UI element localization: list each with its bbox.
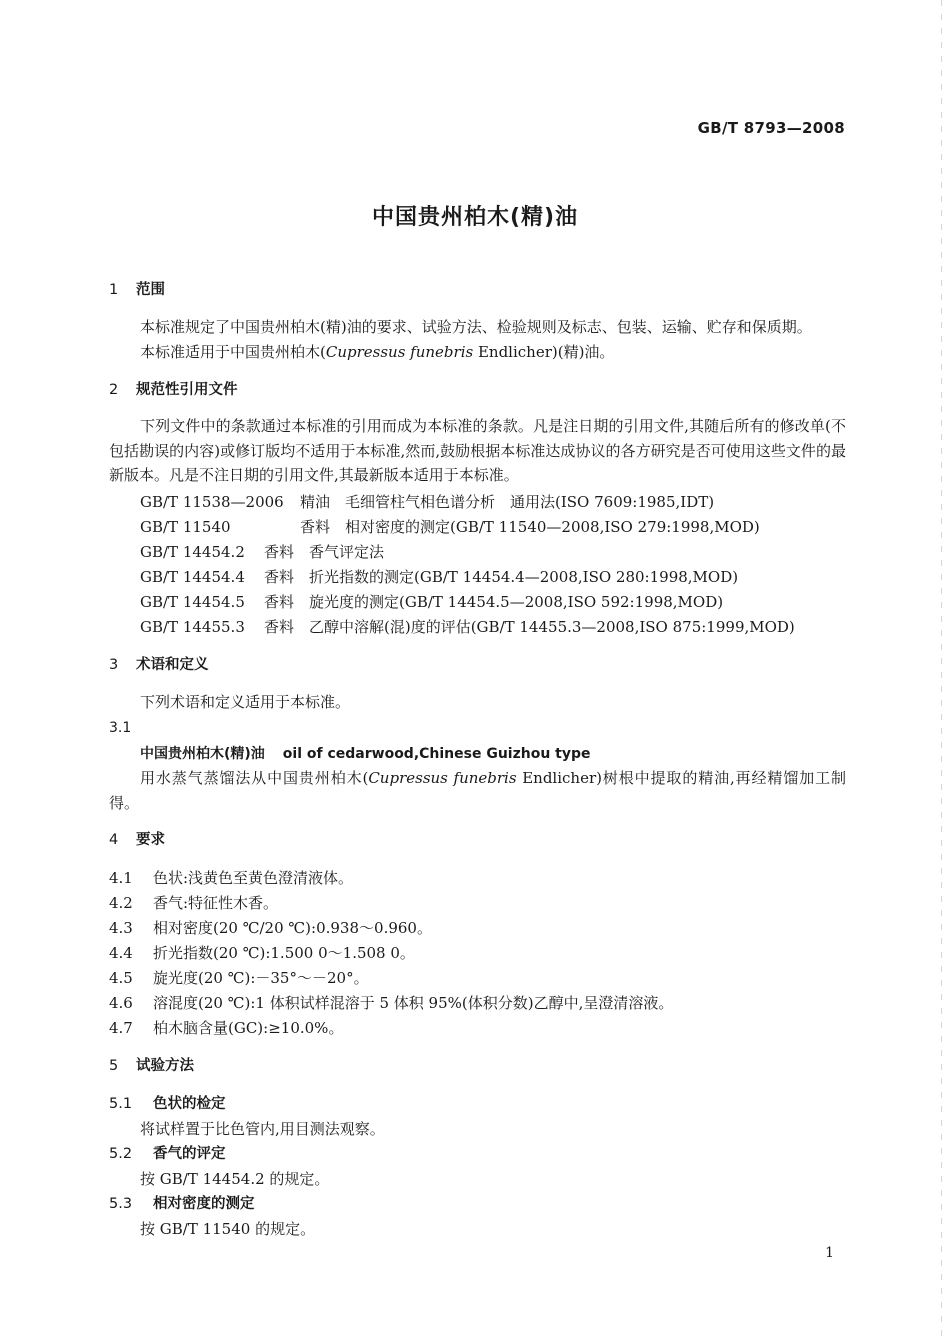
section-title: 试验方法 (136, 1058, 194, 1074)
subsection-number: 5.2 (109, 1146, 133, 1162)
reference-text: 香料 相对密度的测定(GB/T 11540—2008,ISO 279:1998,MOD) (300, 518, 760, 536)
subsection-text: 按 GB/T 11540 的规定。 (140, 1220, 316, 1238)
section-1-paragraph-2 (140, 342, 614, 362)
section-title: 规范性引用文件 (136, 382, 238, 398)
standard-code: GB/T 8793—2008 (697, 119, 845, 137)
text-run: Endlicher)树根中提取的精油,再经精馏加工制得。 (109, 769, 846, 812)
section-1-paragraph-1: 本标准规定了中国贵州柏木(精)油的要求、试验方法、检验规则及标志、包装、运输、贮存和保质期。 (140, 318, 812, 336)
section-title: 术语和定义 (136, 657, 209, 673)
term-chinese: 中国贵州柏木(精)油 (140, 746, 265, 762)
reference-code: GB/T 14455.3 (140, 618, 245, 636)
reference-item (140, 592, 723, 612)
reference-item (140, 492, 714, 512)
item-number: 4.7 (109, 1019, 133, 1037)
reference-code: GB/T 14454.2 (140, 543, 245, 561)
item-text: 相对密度(20 ℃/20 ℃):0.938～0.960。 (153, 919, 432, 937)
item-text: 旋光度(20 ℃):－35°～－20°。 (153, 969, 369, 987)
text-run: 用水蒸气蒸馏法从中国贵州柏木( (140, 769, 369, 787)
subsection-title: 色状的检定 (153, 1096, 226, 1112)
requirement-item (109, 993, 673, 1013)
section-5-heading (109, 1056, 194, 1076)
term-definition (109, 766, 846, 815)
text-run: 本标准适用于中国贵州柏木( (140, 343, 326, 361)
reference-code: GB/T 11540 (140, 518, 231, 536)
item-text: 折光指数(20 ℃):1.500 0～1.508 0。 (153, 944, 415, 962)
item-text: 香气:特征性木香。 (153, 894, 279, 912)
subsection-heading (109, 1194, 255, 1214)
section-3-paragraph: 下列术语和定义适用于本标准。 (140, 693, 351, 711)
reference-item (140, 517, 760, 537)
subsection-number: 3.1 (109, 720, 132, 736)
reference-text: 香料 旋光度的测定(GB/T 14454.5—2008,ISO 592:1998,MOD) (264, 593, 724, 611)
section-number: 3 (109, 657, 119, 673)
section-title: 要求 (136, 832, 165, 848)
reference-item (140, 567, 738, 587)
item-text: 柏木脑含量(GC):≥10.0%。 (153, 1019, 344, 1037)
section-number: 4 (109, 832, 119, 848)
requirement-item (109, 893, 278, 913)
item-number: 4.5 (109, 969, 133, 987)
subsection-number: 5.3 (109, 1196, 133, 1212)
section-3-heading (109, 655, 209, 675)
requirement-item (109, 943, 415, 963)
reference-text: 香料 香气评定法 (264, 543, 385, 561)
item-number: 4.3 (109, 919, 133, 937)
subsection-heading (109, 1144, 226, 1164)
item-number: 4.4 (109, 944, 133, 962)
species-name: Cupressus funebris (325, 343, 474, 361)
subsection-title: 香气的评定 (153, 1146, 226, 1162)
page-number: 1 (825, 1245, 834, 1261)
section-number: 5 (109, 1058, 119, 1074)
reference-item (140, 542, 384, 562)
reference-text: 香料 折光指数的测定(GB/T 14454.4—2008,ISO 280:1998,MOD) (264, 568, 739, 586)
document-title: 中国贵州柏木(精)油 (371, 205, 579, 230)
section-number: 2 (109, 382, 119, 398)
section-number: 1 (109, 282, 119, 298)
requirement-item (109, 1018, 343, 1038)
term-entry (140, 743, 591, 764)
section-2-heading (109, 380, 238, 400)
requirement-item (109, 968, 369, 988)
subsection-heading (109, 1094, 226, 1114)
section-1-heading (109, 280, 165, 300)
subsection-title: 相对密度的测定 (153, 1196, 255, 1212)
section-title: 范围 (136, 282, 165, 298)
reference-text: 精油 毛细管柱气相色谱分析 通用法(ISO 7609:1985,IDT) (300, 493, 715, 511)
reference-code: GB/T 11538—2006 (140, 493, 284, 511)
item-text: 色状:浅黄色至黄色澄清液体。 (153, 869, 354, 887)
reference-text: 香料 乙醇中溶解(混)度的评估(GB/T 14455.3—2008,ISO 875:1999,MOD) (264, 618, 795, 636)
species-name: Cupressus funebris (368, 769, 517, 787)
item-number: 4.2 (109, 894, 133, 912)
section-4-heading (109, 830, 165, 850)
subsection-number: 5.1 (109, 1096, 133, 1112)
requirement-item (109, 918, 432, 938)
reference-item (140, 617, 795, 637)
reference-code: GB/T 14454.4 (140, 568, 245, 586)
reference-code: GB/T 14454.5 (140, 593, 245, 611)
item-number: 4.1 (109, 869, 133, 887)
term-english: oil of cedarwood,Chinese Guizhou type (282, 746, 591, 762)
subsection-text: 将试样置于比色管内,用目测法观察。 (140, 1120, 385, 1138)
text-run: Endlicher)(精)油。 (473, 343, 615, 361)
section-2-paragraph: 下列文件中的条款通过本标准的引用而成为本标准的条款。凡是注日期的引用文件,其随后所有的修改单(不包括勘误的内容)或修订版均不适用于本标准,然而,鼓励根据本标准达成协议的各方研究是否可使用这些文件的最新版本。凡是不注日期的引用文件,其最新版本适用于本标准。 (109, 417, 846, 484)
item-number: 4.6 (109, 994, 133, 1012)
subsection-text: 按 GB/T 14454.2 的规定。 (140, 1170, 330, 1188)
item-text: 溶混度(20 ℃):1 体积试样混溶于 5 体积 95%(体积分数)乙醇中,呈澄清溶液。 (153, 994, 674, 1012)
requirement-item (109, 868, 353, 888)
